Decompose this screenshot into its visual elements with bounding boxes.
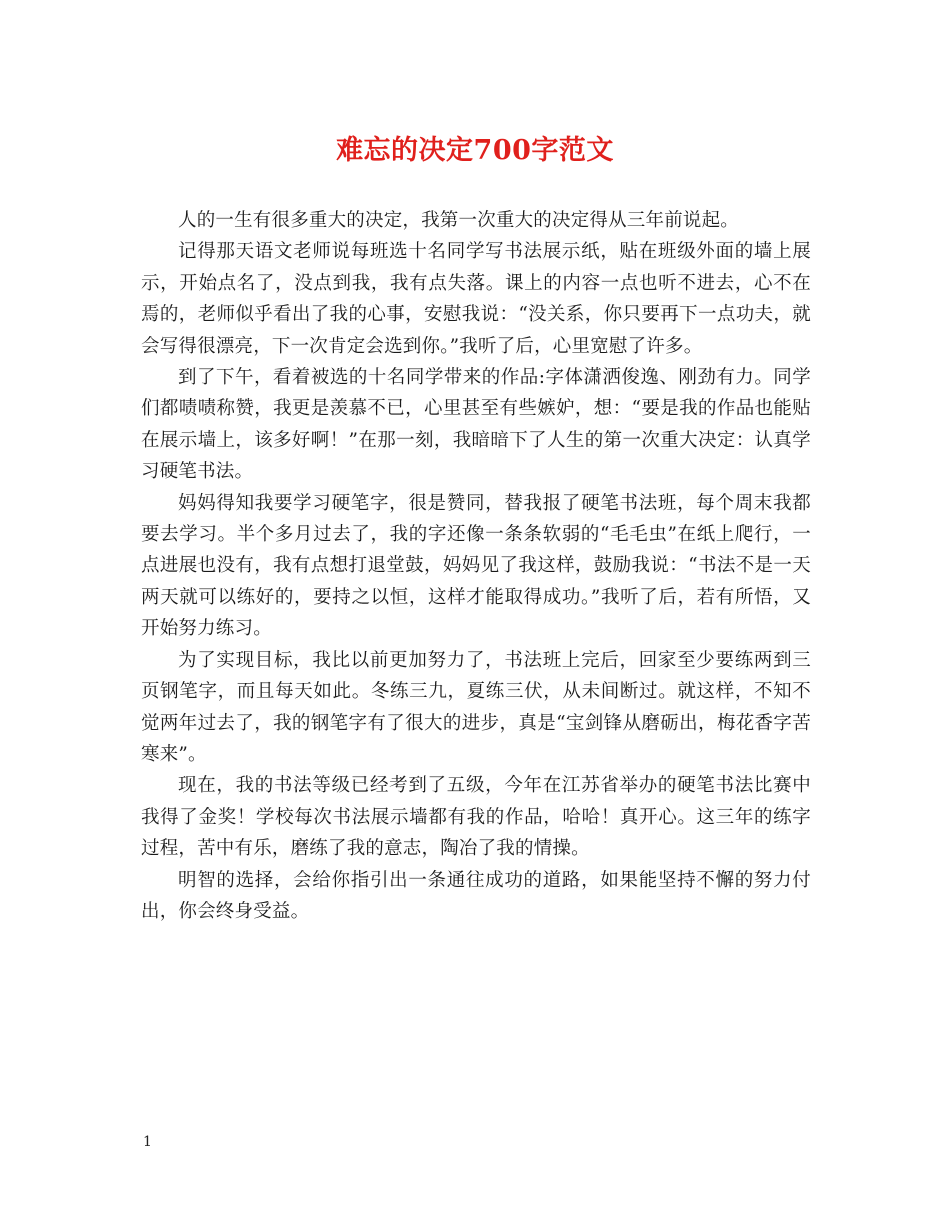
document-body xyxy=(141,205,811,927)
paragraph: 妈妈得知我要学习硬笔字，很是赞同，替我报了硬笔书法班，每个周末我都要去学习。半个多月过去了，我的字还像一条条软弱的“毛毛虫”在纸上爬行，一点进展也没有，我有点想打退堂鼓，妈妈见了我这样，鼓励我说：“书法不是一天两天就可以练好的，要持之以恒，这样才能取得成功。”我听了后，若有所悟，又开始努力练习。 xyxy=(141,492,811,640)
paragraph: 为了实现目标，我比以前更加努力了，书法班上完后，回家至少要练两到三页钢笔字，而且每天如此。冬练三九，夏练三伏，从未间断过。就这样，不知不觉两年过去了，我的钢笔字有了很大的进步，真是“宝剑锋从磨砺出，梅花香字苦寒来”。 xyxy=(141,649,811,765)
document-title: 难忘的决定700字范文 xyxy=(336,135,614,166)
paragraph: 明智的选择，会给你指引出一条通往成功的道路，如果能坚持不懈的努力付出，你会终身受益。 xyxy=(141,869,811,922)
paragraph: 记得那天语文老师说每班选十名同学写书法展示纸，贴在班级外面的墙上展示，开始点名了，没点到我，我有点失落。课上的内容一点也听不进去，心不在焉的，老师似乎看出了我的心事，安慰我说：“没关系，你只要再下一点功夫，就会写得很漂亮，下一次肯定会选到你。”我听了后，心里宽慰了许多。 xyxy=(141,241,811,357)
paragraph: 人的一生有很多重大的决定，我第一次重大的决定得从三年前说起。 xyxy=(178,210,740,231)
paragraph: 到了下午，看着被选的十名同学带来的作品:字体潇洒俊逸、刚劲有力。同学们都啧啧称赞，我更是羡慕不已，心里甚至有些嫉妒，想：“要是我的作品也能贴在展示墙上，该多好啊！”在那一刻，我暗暗下了人生的第一次重大决定：认真学习硬笔书法。 xyxy=(141,367,811,483)
paragraph: 现在，我的书法等级已经考到了五级，今年在江苏省举办的硬笔书法比赛中我得了金奖！学校每次书法展示墙都有我的作品，哈哈！真开心。这三年的练字过程，苦中有乐，磨练了我的意志，陶冶了我的情操。 xyxy=(141,775,811,860)
page-number: 1 xyxy=(143,1134,152,1150)
